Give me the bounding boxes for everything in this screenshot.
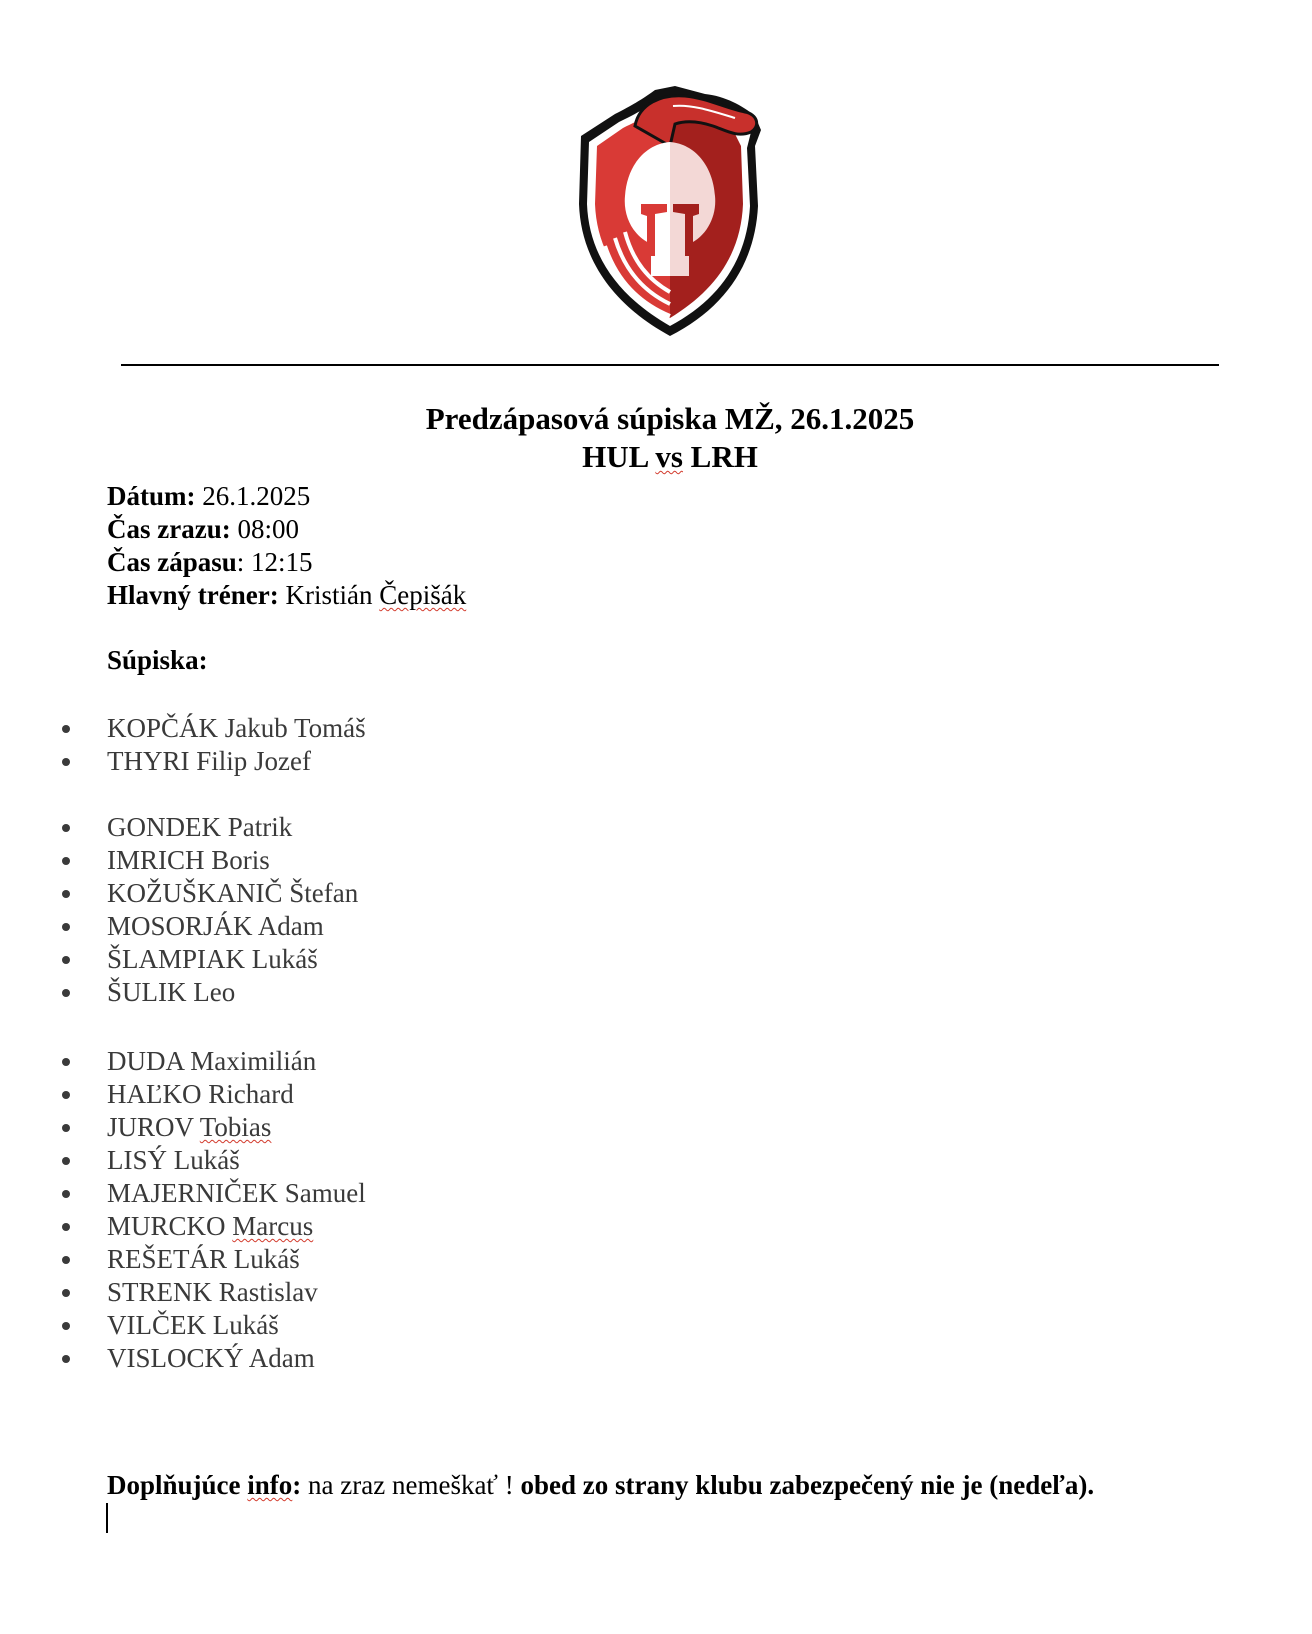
player-surname: STRENK: [107, 1277, 213, 1307]
player-given-name: Jakub Tomáš: [224, 713, 366, 743]
list-item: [0, 1276, 366, 1309]
list-item: [0, 1111, 366, 1144]
bullet-icon: [62, 857, 70, 865]
player-surname: JUROV: [107, 1112, 194, 1142]
vs-text: vs: [655, 439, 683, 474]
player-given-name: Adam: [248, 1343, 315, 1373]
info-label-colon: :: [292, 1470, 302, 1500]
bullet-icon: [62, 1091, 70, 1099]
player-surname: GONDEK: [107, 812, 221, 842]
bullet-icon: [62, 1289, 70, 1297]
list-item: [0, 877, 358, 910]
player-given-name: Lukáš: [251, 944, 318, 974]
bullet-icon: [62, 1355, 70, 1363]
list-item: [0, 943, 358, 976]
list-item: [0, 910, 358, 943]
player-surname: IMRICH: [107, 845, 205, 875]
date-value: 26.1.2025: [195, 481, 311, 511]
meet-time-label: Čas zrazu:: [107, 514, 231, 544]
coach-row: [107, 579, 466, 612]
player-surname: MOSORJÁK: [107, 911, 253, 941]
bullet-icon: [62, 890, 70, 898]
player-given-name: Lukáš: [233, 1244, 300, 1274]
player-given-name: Leo: [193, 977, 236, 1007]
player-surname: HAĽKO: [107, 1079, 202, 1109]
player-given-name: Filip Jozef: [196, 746, 311, 776]
list-item: [0, 1309, 366, 1342]
match-time-value: : 12:15: [236, 547, 313, 577]
list-item: [0, 1177, 366, 1210]
player-given-name: Rastislav: [218, 1277, 318, 1307]
list-item: [0, 712, 366, 745]
info-label-start: Doplňujúce: [107, 1470, 248, 1500]
home-team: HUL: [582, 439, 648, 474]
player-given-name: Tobias: [199, 1112, 272, 1142]
player-given-name: Lukáš: [173, 1145, 240, 1175]
additional-info: [107, 1469, 1094, 1502]
bullet-icon: [62, 989, 70, 997]
meet-time-value: 08:00: [230, 514, 299, 544]
bullet-icon: [62, 956, 70, 964]
list-item: [0, 1144, 366, 1177]
list-item: [0, 1078, 366, 1111]
list-item: [0, 811, 358, 844]
player-given-name: Lukáš: [212, 1310, 279, 1340]
player-surname: THYRI: [107, 746, 190, 776]
info-normal-text: na zraz nemeškať !: [301, 1470, 521, 1500]
list-item: [0, 844, 358, 877]
player-surname: DUDA: [107, 1046, 184, 1076]
player-given-name: Samuel: [284, 1178, 366, 1208]
list-item: [0, 976, 358, 1009]
page-title: Predzápasová súpiska MŽ, 26.1.2025: [425, 401, 915, 436]
header-divider: [121, 364, 1219, 366]
list-item: [0, 1342, 366, 1375]
player-surname: MAJERNIČEK: [107, 1178, 279, 1208]
player-surname: ŠULIK: [107, 977, 187, 1007]
match-time-label: Čas zápasu: [107, 547, 237, 577]
player-surname: KOPČÁK: [107, 713, 219, 743]
player-surname: REŠETÁR: [107, 1244, 228, 1274]
date-label: Dátum:: [107, 481, 196, 511]
player-surname: MURCKO: [107, 1211, 226, 1241]
meet-time-row: [107, 513, 466, 546]
text-cursor[interactable]: [106, 1503, 108, 1533]
bullet-icon: [62, 1223, 70, 1231]
info-bold-text: obed zo strany klubu zabezpečený nie je (nedeľa).: [520, 1470, 1095, 1500]
player-given-name: Patrik: [227, 812, 293, 842]
match-time-row: [107, 546, 466, 579]
list-item: [0, 1243, 366, 1276]
match-title: [0, 438, 1312, 476]
player-given-name: Boris: [211, 845, 270, 875]
player-list-group-1: [0, 712, 366, 778]
player-surname: VILČEK: [107, 1310, 206, 1340]
bullet-icon: [62, 758, 70, 766]
list-item: [0, 745, 366, 778]
info-label-word: info: [247, 1470, 293, 1500]
player-given-name: Marcus: [232, 1211, 314, 1241]
list-item: [0, 1045, 366, 1078]
bullet-icon: [62, 1256, 70, 1264]
bullet-icon: [62, 1058, 70, 1066]
player-given-name: Maximilián: [190, 1046, 317, 1076]
player-surname: LISÝ: [107, 1145, 167, 1175]
bullet-icon: [62, 824, 70, 832]
bullet-icon: [62, 1124, 70, 1132]
team-logo-spartan-shield: [575, 86, 765, 336]
player-surname: ŠLAMPIAK: [107, 944, 246, 974]
roster-heading: Súpiska:: [107, 645, 208, 675]
coach-label: Hlavný tréner:: [107, 580, 279, 610]
player-list-group-2: [0, 811, 358, 1009]
date-row: [107, 480, 466, 513]
player-list-group-3: [0, 1045, 366, 1375]
coach-first-name: Kristián: [278, 580, 380, 610]
bullet-icon: [62, 725, 70, 733]
bullet-icon: [62, 923, 70, 931]
bullet-icon: [62, 1322, 70, 1330]
coach-last-name: Čepišák: [379, 580, 467, 610]
player-given-name: Adam: [257, 911, 324, 941]
bullet-icon: [62, 1157, 70, 1165]
player-surname: VISLOCKÝ: [107, 1343, 244, 1373]
match-details: [107, 480, 466, 612]
player-given-name: Štefan: [289, 878, 359, 908]
list-item: [0, 1210, 366, 1243]
away-team: LRH: [690, 439, 758, 474]
player-surname: KOŽUŠKANIČ: [107, 878, 283, 908]
bullet-icon: [62, 1190, 70, 1198]
player-given-name: Richard: [208, 1079, 294, 1109]
